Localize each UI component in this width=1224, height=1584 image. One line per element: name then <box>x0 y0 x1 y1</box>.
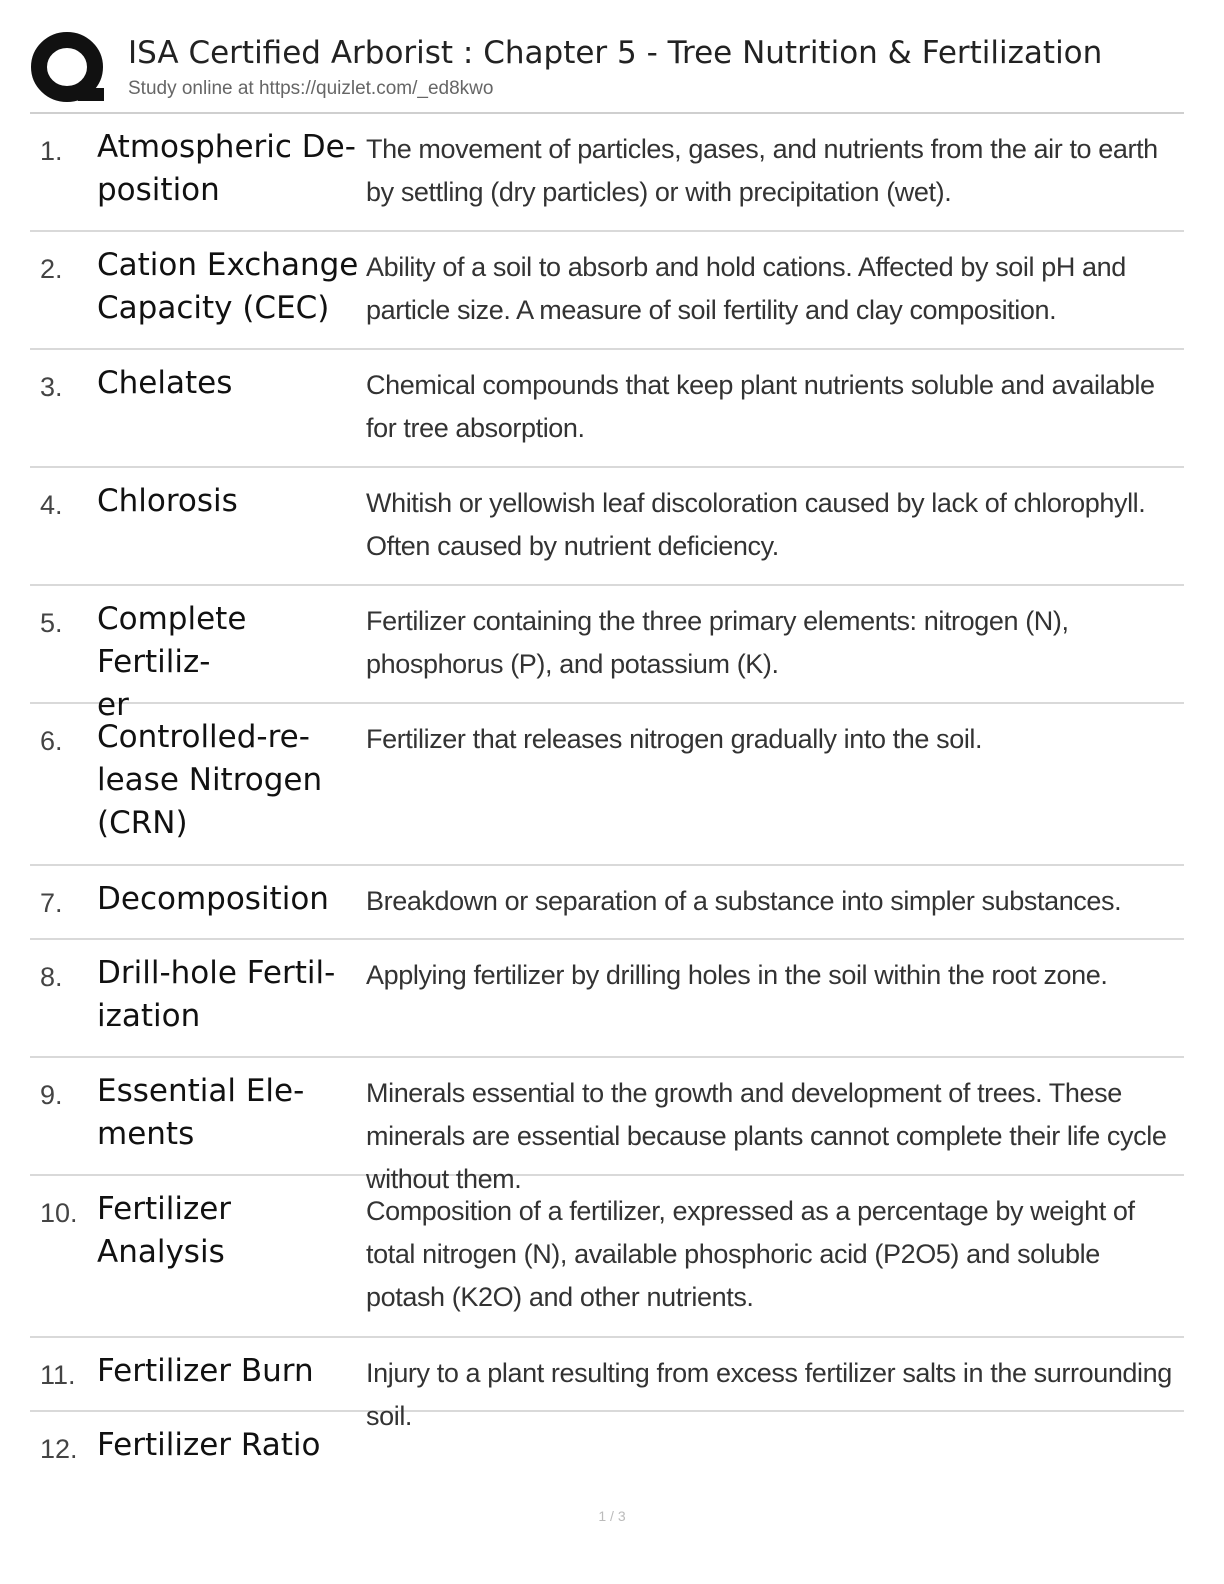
item-number: 3. <box>40 372 63 402</box>
definition: Composition of a fertilizer, expressed as a percentage by weight of total nitrogen (N), available phosphoric acid (P2O5) and soluble potash (K2O) and other nutrients. <box>366 1196 1135 1312</box>
definition: Fertilizer containing the three primary elements: nitrogen (N), phosphorus (P), and potassium (K). <box>366 606 1069 679</box>
definition: Ability of a soil to absorb and hold cations. Affected by soil pH and particle size. A measure of soil fertility and clay composition. <box>366 252 1126 325</box>
term-list <box>30 114 1184 1486</box>
item-number: 12. <box>40 1434 78 1464</box>
list-item <box>30 232 1184 350</box>
term: Essential Ele- ments <box>97 1073 305 1152</box>
list-item <box>30 114 1184 232</box>
term: Cation Exchange Capacity (CEC) <box>97 247 359 326</box>
item-number: 11. <box>40 1360 76 1390</box>
term: Chlorosis <box>97 483 238 519</box>
list-item <box>30 1058 1184 1194</box>
term: Decomposition <box>97 881 329 917</box>
term: Fertilizer Ratio <box>97 1427 321 1463</box>
item-number: 2. <box>40 254 63 284</box>
item-number: 9. <box>40 1080 63 1110</box>
item-number: 8. <box>40 962 63 992</box>
definition: Fertilizer that releases nitrogen gradually into the soil. <box>366 724 983 754</box>
item-number: 10. <box>40 1198 78 1228</box>
definition: Whitish or yellowish leaf discoloration caused by lack of chlorophyll. Often caused by nutrient deficiency. <box>366 488 1146 561</box>
list-item <box>30 704 1184 866</box>
list-item <box>30 1412 1184 1486</box>
study-link[interactable]: Study online at https://quizlet.com/_ed8kwo <box>128 78 494 99</box>
definition: Injury to a plant resulting from excess fertilizer salts in the surrounding soil. <box>366 1358 1172 1431</box>
list-item <box>30 866 1184 940</box>
term: Complete Fertiliz- er <box>97 601 247 723</box>
quizlet-q-logo-icon <box>30 30 108 108</box>
item-number: 6. <box>40 726 63 756</box>
item-number: 7. <box>40 888 63 918</box>
item-number: 1. <box>40 136 63 166</box>
definition: Breakdown or separation of a substance into simpler substances. <box>366 886 1122 916</box>
definition: Applying fertilizer by drilling holes in the soil within the root zone. <box>366 960 1108 990</box>
item-number: 5. <box>40 608 63 638</box>
definition: Minerals essential to the growth and development of trees. These minerals are essential because plants cannot complete their life cycle without them. <box>366 1078 1167 1194</box>
list-item <box>30 940 1184 1058</box>
list-item <box>30 586 1184 723</box>
term: Fertilizer Burn <box>97 1353 314 1389</box>
definition: Chemical compounds that keep plant nutrients soluble and available for tree absorption. <box>366 370 1155 443</box>
term: Drill-hole Fertil- ization <box>97 955 336 1034</box>
term: Chelates <box>97 365 233 401</box>
page-title: ISA Certified Arborist : Chapter 5 - Tree Nutrition & Fertilization <box>128 35 1103 71</box>
list-item <box>30 1176 1184 1338</box>
term: Fertilizer Analysis <box>97 1191 232 1270</box>
term: Controlled-re- lease Nitrogen (CRN) <box>97 719 323 841</box>
item-number: 4. <box>40 490 63 520</box>
list-item <box>30 350 1184 468</box>
page-number: 1 / 3 <box>598 1508 626 1524</box>
page-header <box>30 26 1184 114</box>
list-item <box>30 1338 1184 1431</box>
definition: The movement of particles, gases, and nutrients from the air to earth by settling (dry particles) or with precipitation (wet). <box>366 134 1158 207</box>
list-item <box>30 468 1184 586</box>
term: Atmospheric De- position <box>97 129 356 208</box>
